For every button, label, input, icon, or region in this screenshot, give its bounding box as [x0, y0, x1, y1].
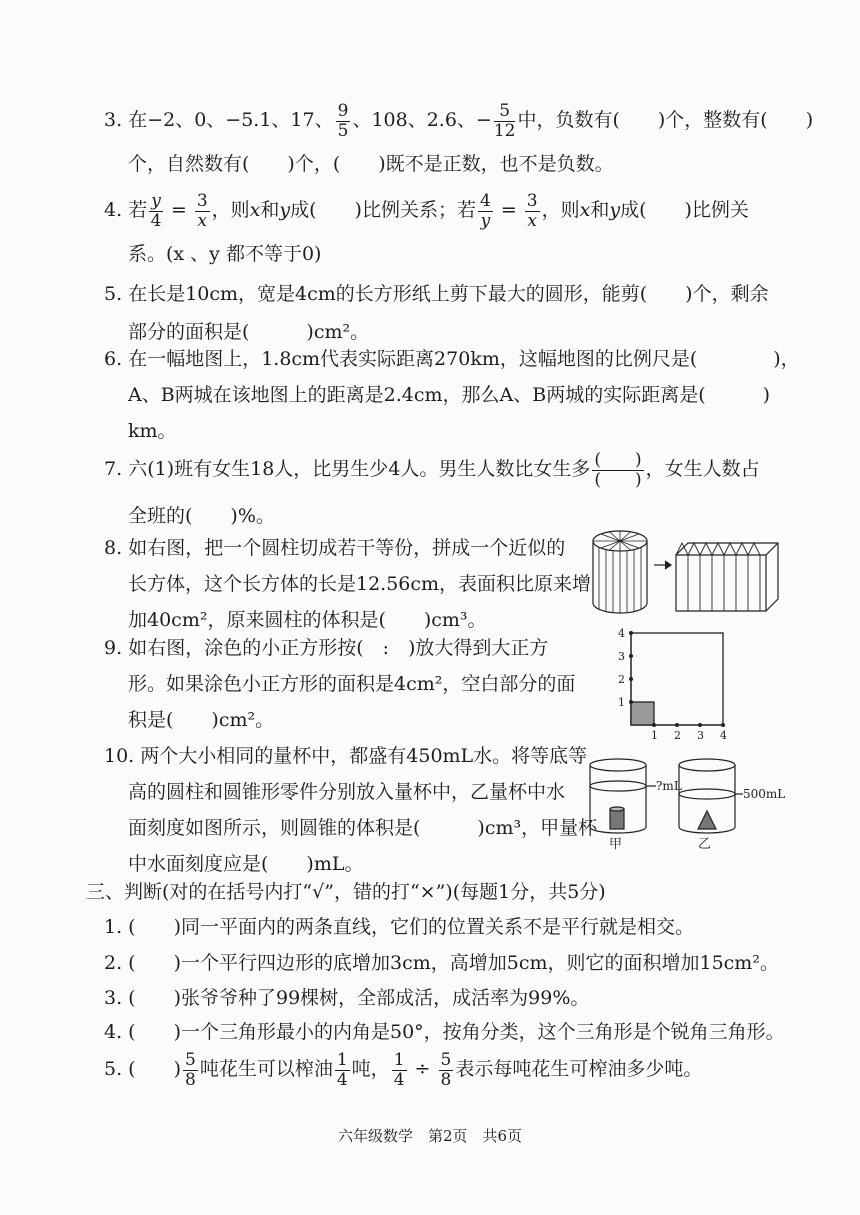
- question-9-line-3: 积是( )cm²。: [128, 709, 275, 731]
- cup-a-level-label: ?mL: [656, 779, 682, 793]
- cylinder-to-cuboid-figure: [590, 525, 782, 617]
- question-10-line-4: 中水面刻度应是( )mL。: [128, 853, 364, 875]
- question-7-line-1: 7. 六(1)班有女生18人，比男生少4人。男生人数比女生多 $\frac{( )}{( )}$ ，女生人数占: [104, 449, 760, 490]
- fraction: $\frac{5}{8}$: [440, 1049, 452, 1090]
- question-8-line-1: 8. 如右图，把一个圆柱切成若干等份，拼成一个近似的: [104, 537, 566, 559]
- measuring-cups-figure: [585, 755, 786, 855]
- x-tick: 1: [651, 729, 658, 742]
- square-enlargement-figure: [612, 625, 737, 743]
- question-9-line-2: 形。如果涂色小正方形的面积是4cm²，空白部分的面: [128, 673, 576, 695]
- fraction: $\frac{5}{8}$: [185, 1049, 196, 1090]
- question-3-line-1: 3. 在−2、0、−5.1、17、 $\frac{9}{5}$ 、108、2.6、− $\frac{5}{12}$ 中，负数有( )个，整数有( ): [104, 100, 814, 141]
- question-10-line-3: 面刻度如图所示，则圆锥的体积是( )cm³，甲量杯: [128, 817, 598, 839]
- question-4-line-2: 系。(x 、y 都不等于0): [128, 243, 322, 265]
- cup-a-label: 甲: [609, 837, 623, 852]
- fraction: $\frac{9}{5}$: [337, 100, 349, 141]
- question-6-line-2: A、B两城在该地图上的距离是2.4cm，那么A、B两城的实际距离是( ): [128, 384, 771, 406]
- y-tick: 2: [618, 673, 625, 686]
- fraction: $\frac{1}{4}$: [393, 1049, 405, 1090]
- fraction: $\frac{3}{x}$: [196, 190, 208, 231]
- judgement-item-3: 3. ( )张爷爷种了99棵树，全部成活，成活率为99%。: [104, 987, 590, 1009]
- cup-b-level-label: 500mL: [743, 787, 786, 801]
- question-9-line-1: 9. 如右图，涂色的小正方形按( : )放大得到大正方: [104, 637, 549, 659]
- x-tick: 4: [720, 729, 727, 742]
- blank-fraction: $\frac{( )}{( )}$: [594, 449, 642, 490]
- fraction: $\frac{y}{4}$: [150, 190, 162, 231]
- y-tick: 4: [618, 627, 625, 640]
- fraction: $\frac{3}{x}$: [526, 190, 538, 231]
- question-5-line-1: 5. 在长是10cm，宽是4cm的长方形纸上剪下最大的圆形，能剪( )个，剩余: [104, 283, 769, 305]
- x-tick: 2: [674, 729, 681, 742]
- cup-b-label: 乙: [698, 837, 712, 852]
- question-number: 3.: [104, 109, 123, 131]
- section-3-heading: 三、判断(对的在括号内打“√”，错的打“×”)(每题1分，共5分): [86, 881, 606, 903]
- judgement-item-4: 4. ( )一个三角形最小的内角是50°，按角分类，这个三角形是个锐角三角形。: [104, 1021, 785, 1043]
- judgement-item-2: 2. ( )一个平行四边形的底增加3cm，高增加5cm，则它的面积增加15cm²。: [104, 952, 779, 974]
- question-7-line-2: 全班的( )%。: [128, 505, 275, 527]
- x-tick: 3: [697, 729, 704, 742]
- page-footer: 六年级数学 第2页 共6页: [337, 1127, 523, 1145]
- question-number: 4.: [104, 199, 123, 221]
- judgement-item-1: 1. ( )同一平面内的两条直线，它们的位置关系不是平行就是相交。: [104, 916, 694, 938]
- fraction: $\frac{1}{4}$: [336, 1049, 348, 1090]
- judgement-item-5: 5. ( ) $\frac{5}{8}$ 吨花生可以榨油 $\frac{1}{4}$ 吨， $\frac{1}{4}$ ÷ $\frac{5}{8}$ 表示每吨花生可榨油多少吨。: [104, 1049, 703, 1090]
- question-8-line-2: 长方体，这个长方体的长是12.56cm，表面积比原来增: [128, 573, 592, 595]
- question-6-line-1: 6. 在一幅地图上，1.8cm代表实际距离270km，这幅地图的比例尺是( )，: [104, 348, 800, 370]
- fraction: $\frac{5}{12}$: [493, 100, 516, 141]
- fraction: $\frac{4}{y}$: [479, 190, 491, 231]
- question-6-line-3: km。: [128, 420, 177, 442]
- y-tick: 1: [618, 696, 625, 709]
- question-8-line-3: 加40cm²，原来圆柱的体积是( )cm³。: [128, 609, 487, 631]
- question-10-line-2: 高的圆柱和圆锥形零件分别放入量杯中，乙量杯中水: [128, 781, 566, 803]
- question-3-line-2: 个，自然数有( )个，( )既不是正数，也不是负数。: [128, 153, 614, 175]
- question-10-line-1: 10. 两个大小相同的量杯中，都盛有450mL水。将等底等: [104, 745, 588, 767]
- question-5-line-2: 部分的面积是( )cm²。: [128, 321, 370, 343]
- question-4-line-1: 4. 若 $\frac{y}{4}$ = $\frac{3}{x}$ ，则x和y成( )比例关系；若 $\frac{4}{y}$ = $\frac{3}{x}$ ，则x和y成( )比例关: [104, 190, 749, 231]
- y-tick: 3: [618, 650, 625, 663]
